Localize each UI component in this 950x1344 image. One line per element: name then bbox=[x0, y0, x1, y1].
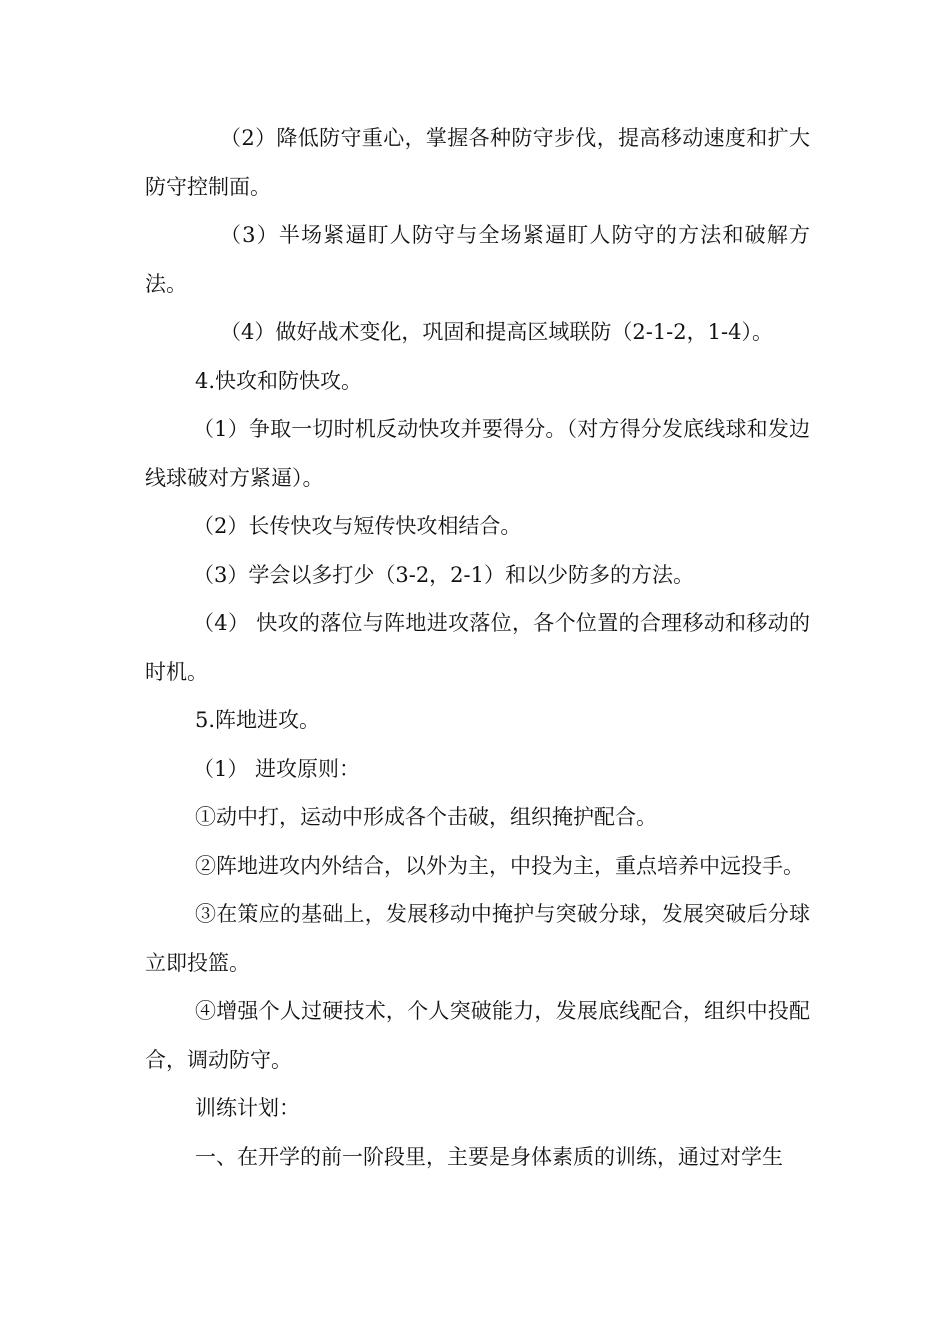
paragraph-fast-break-3: （3）学会以多打少（3-2，2-1）和以少防多的方法。 bbox=[193, 562, 694, 587]
paragraph-offense-principles: （1） 进攻原则： bbox=[193, 756, 361, 781]
paragraph-training-phase-1: 一、在开学的前一阶段里，主要是身体素质的训练，通过对学生 bbox=[195, 1144, 783, 1169]
list-item-principle-2: ②阵地进攻内外结合，以外为主，中投为主，重点培养中远投手。 bbox=[195, 853, 804, 878]
heading-fast-break: 4.快攻和防快攻。 bbox=[195, 368, 363, 393]
heading-training-plan: 训练计划： bbox=[195, 1096, 300, 1120]
paragraph-press-defense: （3）半场紧逼盯人防守与全场紧逼盯人防守的方法和破解方法。 bbox=[145, 223, 810, 296]
list-item-principle-3: ③在策应的基础上，发展移动中掩护与突破分球，发展突破后分球立即投篮。 bbox=[145, 902, 810, 975]
list-item-principle-1: ①动中打，运动中形成各个击破，组织掩护配合。 bbox=[195, 805, 657, 829]
heading-positional-offense: 5.阵地进攻。 bbox=[195, 708, 321, 732]
paragraph-zone-defense: （4）做好战术变化，巩固和提高区域联防（2-1-2，1-4）。 bbox=[220, 320, 773, 344]
paragraph-fast-break-1: （1）争取一切时机反动快攻并要得分。（对方得分发底线球和发边线球破对方紧逼）。 bbox=[145, 417, 810, 490]
paragraph-fast-break-2: （2）长传快攻与短传快攻相结合。 bbox=[193, 514, 522, 538]
paragraph-fast-break-4: （4） 快攻的落位与阵地进攻落位，各个位置的合理移动和移动的时机。 bbox=[145, 611, 810, 684]
list-item-principle-4: ④增强个人过硬技术，个人突破能力，发展底线配合，组织中投配合，调动防守。 bbox=[145, 999, 810, 1072]
paragraph-defense-center: （2）降低防守重心，掌握各种防守步伐，提高移动速度和扩大防守控制面。 bbox=[145, 126, 810, 199]
document-body bbox=[145, 114, 810, 1181]
